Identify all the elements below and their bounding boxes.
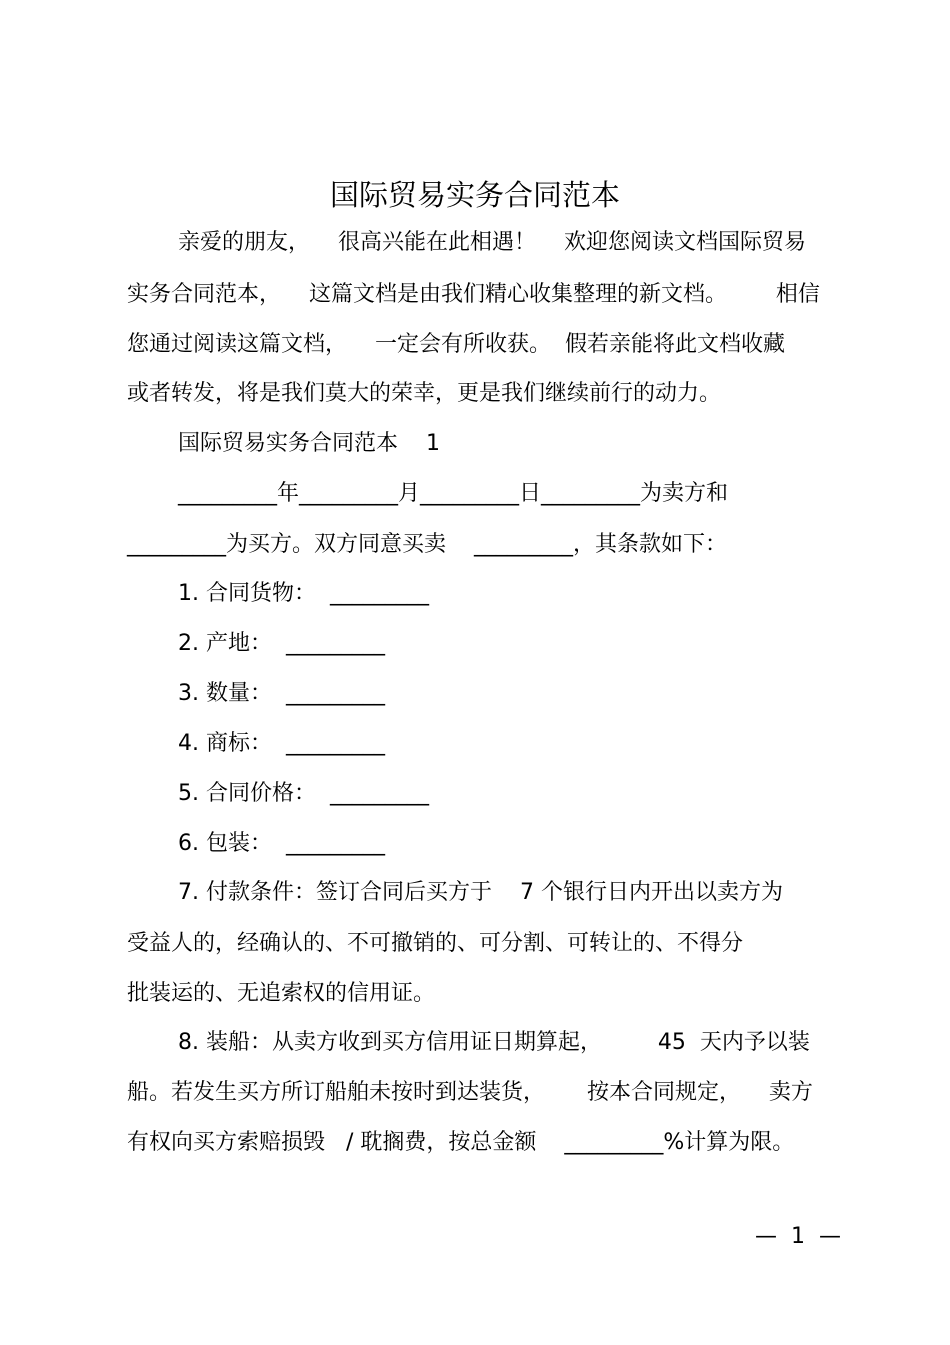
clause-1: 1. 合同货物： _________ xyxy=(178,581,429,606)
intro-line-2: 实务合同范本， 这篇文档是由我们精心收集整理的新文档。 相信 xyxy=(127,282,820,307)
intro-line-1: 亲爱的朋友， 很高兴能在此相遇！ 欢迎您阅读文档国际贸易 xyxy=(178,230,806,255)
intro-line-3: 您通过阅读这篇文档， 一定会有所收获。 假若亲能将此文档收藏 xyxy=(127,332,785,357)
clause-3: 3. 数量： _________ xyxy=(178,681,385,706)
intro-line-4: 或者转发，将是我们莫大的荣幸，更是我们继续前行的动力。 xyxy=(127,381,722,406)
preamble-line-1: _________年_________月_________日_________为卖方和 xyxy=(178,481,729,506)
clause-8-line-3: 有权向买方索赔损毁 / 耽搁费，按总金额 _________%计算为限。 xyxy=(127,1130,795,1155)
clause-6: 6. 包装： _________ xyxy=(178,831,385,856)
clause-4: 4. 商标： _________ xyxy=(178,731,385,756)
clause-7-line-2: 受益人的，经确认的、不可撤销的、可分割、可转让的、不得分 xyxy=(127,931,744,956)
clause-5: 5. 合同价格： _________ xyxy=(178,781,429,806)
clause-2: 2. 产地： _________ xyxy=(178,631,385,656)
clause-8-line-1: 8. 装船：从卖方收到买方信用证日期算起， 45 天内予以装 xyxy=(178,1030,810,1055)
section-heading: 国际贸易实务合同范本 1 xyxy=(178,431,440,456)
clause-7-line-3: 批装运的、无追索权的信用证。 xyxy=(127,981,436,1006)
clause-8-line-2: 船。若发生买方所订船舶未按时到达装货， 按本合同规定， 卖方 xyxy=(127,1080,813,1105)
page-number: — 1 — xyxy=(755,1224,841,1249)
document-title: 国际贸易实务合同范本 xyxy=(329,178,620,212)
preamble-line-2: _________为买方。双方同意买卖 _________，其条款如下： xyxy=(127,532,727,557)
clause-7-line-1: 7. 付款条件：签订合同后买方于 7 个银行日内开出以卖方为 xyxy=(178,880,783,905)
